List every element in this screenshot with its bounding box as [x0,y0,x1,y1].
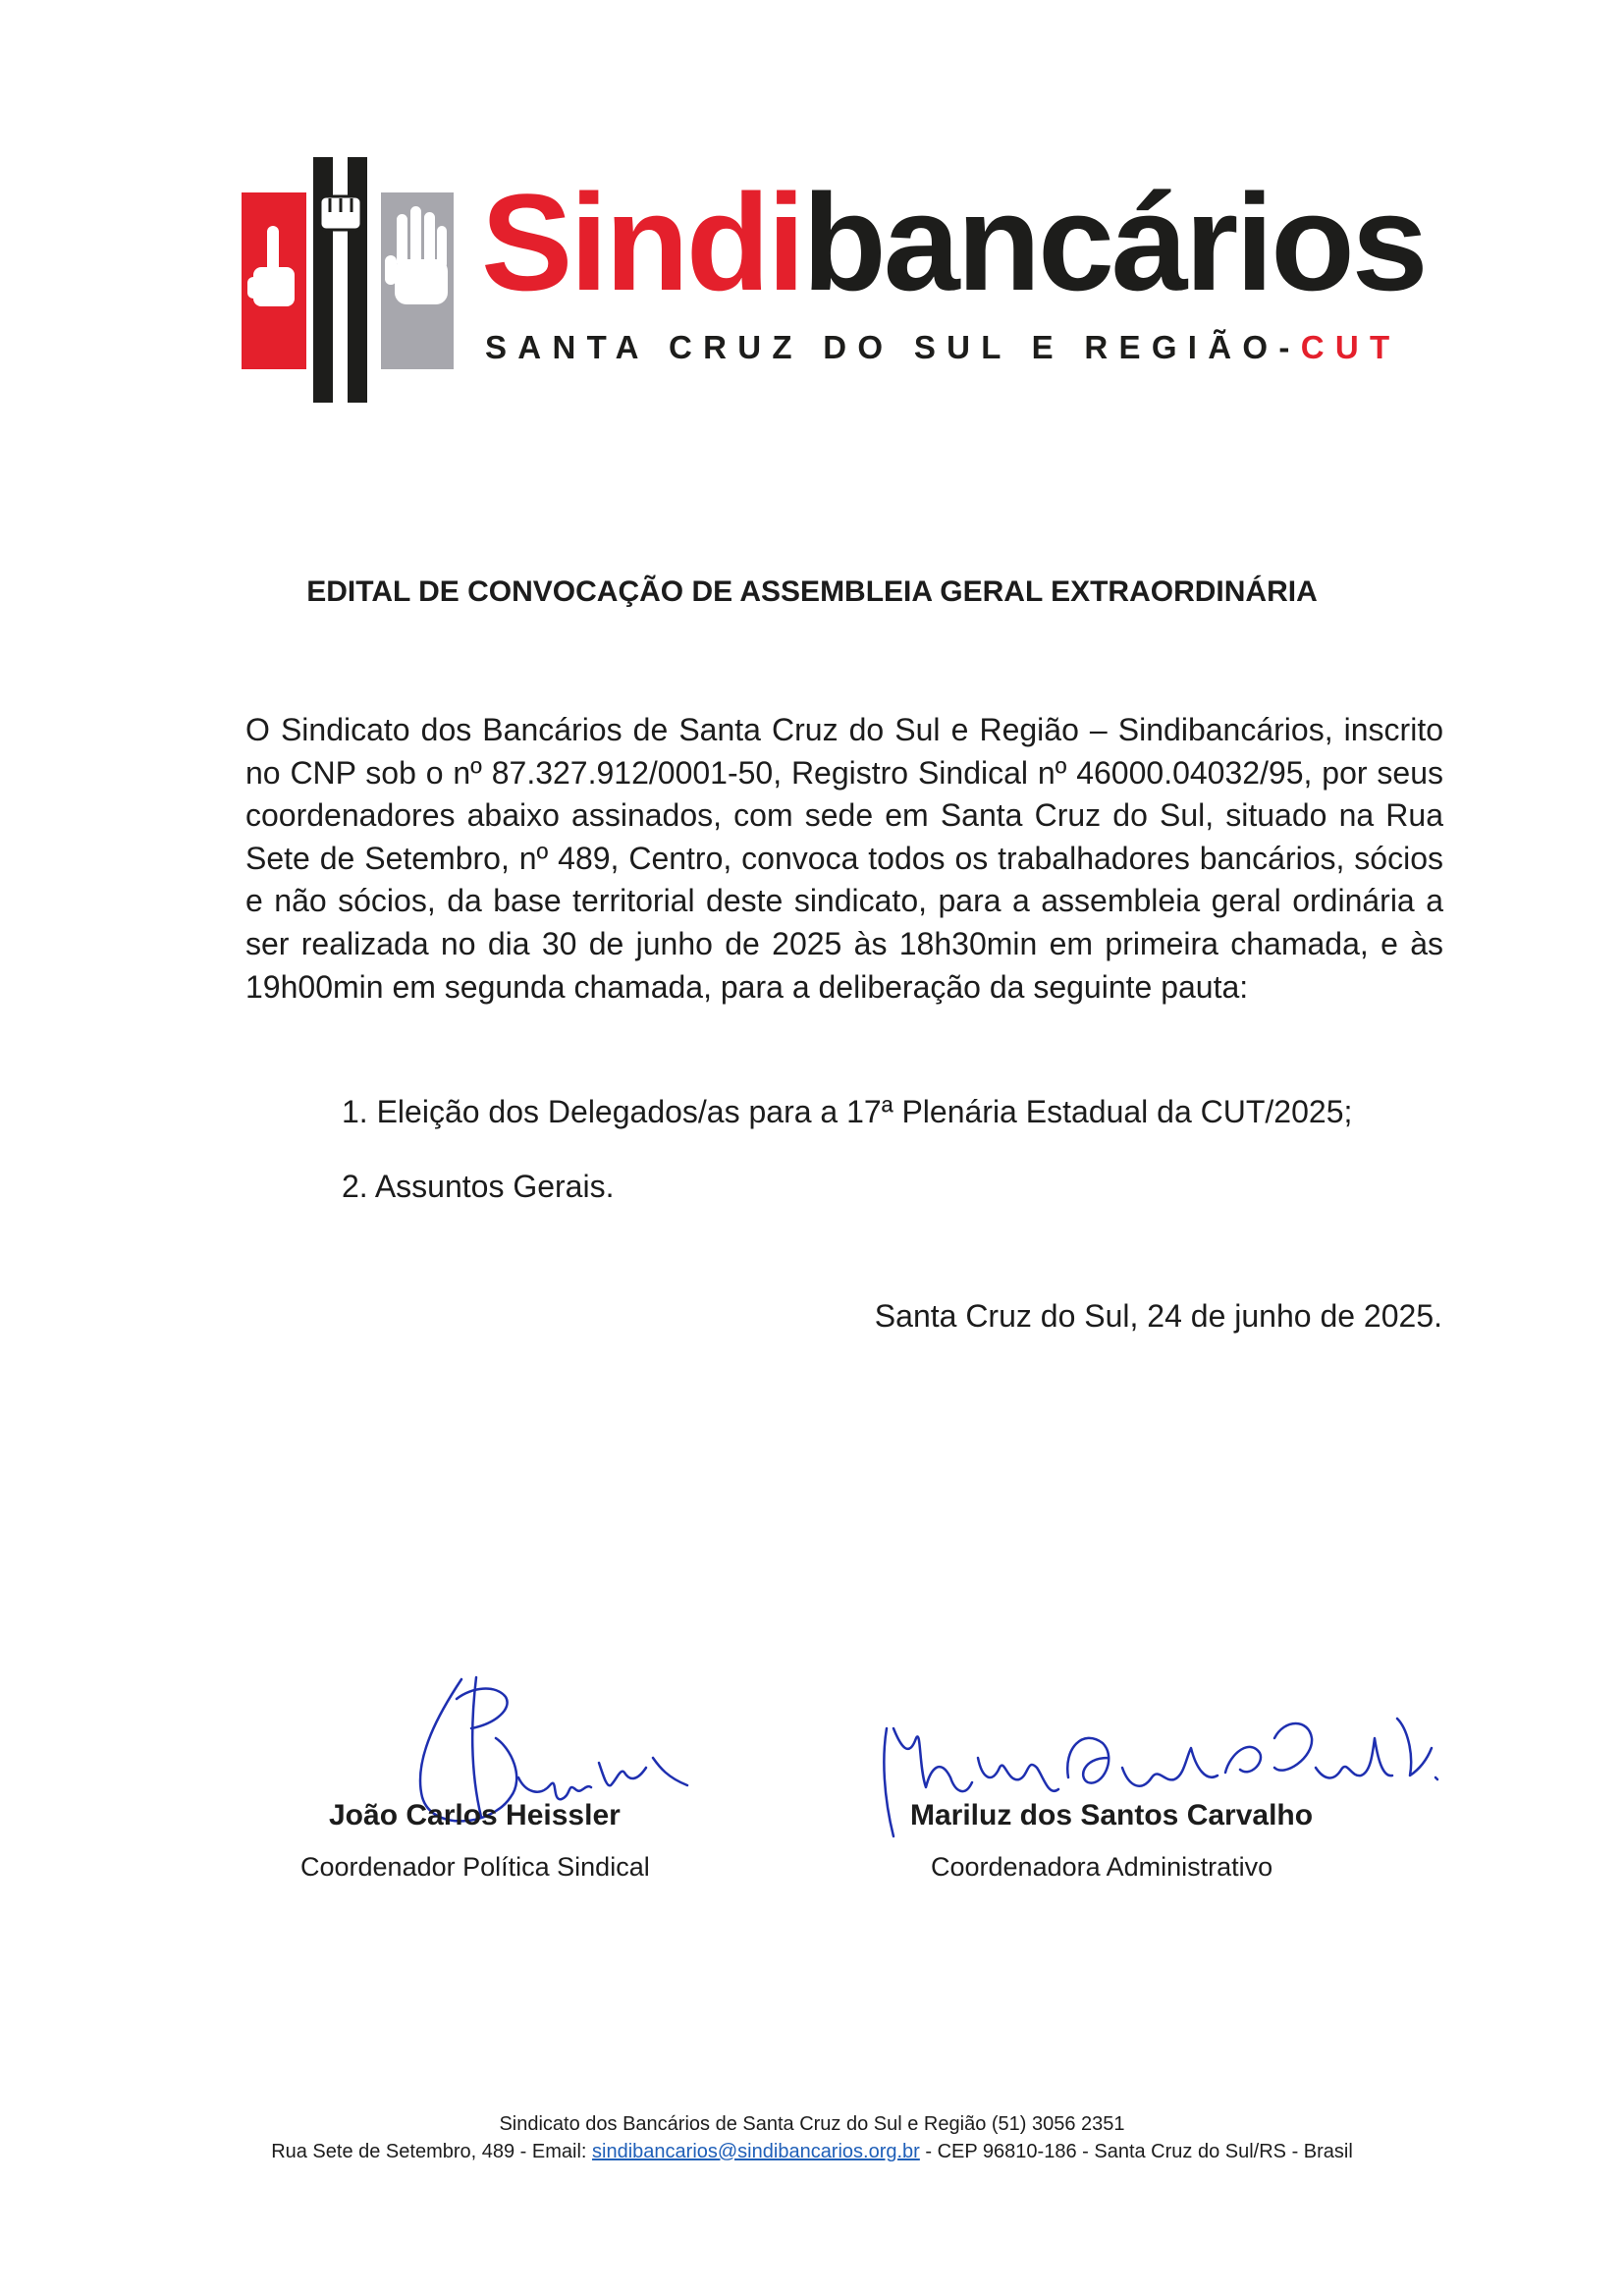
logo-subtitle [485,328,1400,367]
agenda-item-1: 1. Eleição dos Delegados/as para a 17ª Plenária Estadual da CUT/2025; [342,1094,1353,1129]
signer-2-role: Coordenadora Administrativo [931,1852,1273,1882]
logo-word-sindi: Sindi [481,165,803,319]
footer-line-1: Sindicato dos Bancários de Santa Cruz do Sul e Região (51) 3056 2351 [499,2113,1125,2135]
signer-1-name: João Carlos Heissler [329,1799,621,1831]
body-paragraph: O Sindicato dos Bancários de Santa Cruz do Sul e Região – Sindibancários, inscrito no CNP sob o nº 87.327.912/0001-50, Registro Sindical nº 46000.04032/95, por seus coordenadores abaixo assinados, com sede em Santa Cruz do Sul, situado na Rua Sete de Setembro, nº 489, Centro, convoca todos os trabalhadores bancários, sócios e não sócios, da base territorial deste sindicato, para a assembleia geral ordinária a ser realizada no dia 30 de junho de 2025 às 18h30min em primeira chamada, e às 19h00min em segunda chamada, para a deliberação da seguinte pauta: [245,712,1443,1005]
footer-email-link[interactable]: sindibancarios@sindibancarios.org.br [592,2141,920,2162]
logo-subtitle-cut: CUT [1300,329,1401,365]
logo-hands-mark [242,157,454,403]
agenda-item-2: 2. Assuntos Gerais. [342,1169,615,1204]
logo-word-bancarios: bancários [802,165,1426,319]
place-date: Santa Cruz do Sul, 24 de junho de 2025. [874,1298,1442,1334]
signer-2-name: Mariluz dos Santos Carvalho [910,1799,1314,1831]
logo-subtitle-separator: - [1278,329,1301,365]
footer-line-2 [0,2138,1624,2165]
logo-subtitle-region: SANTA CRUZ DO SUL E REGIÃO [485,329,1279,365]
footer-cep-city: - CEP 96810-186 - Santa Cruz do Sul/RS - Brasil [919,2141,1353,2162]
logo-wordmark [481,165,1426,319]
footer-address: Rua Sete de Setembro, 489 - Email: [271,2141,593,2162]
signer-1-role: Coordenador Política Sindical [300,1852,650,1882]
document-title: EDITAL DE CONVOCAÇÃO DE ASSEMBLEIA GERAL EXTRAORDINÁRIA [306,575,1318,608]
